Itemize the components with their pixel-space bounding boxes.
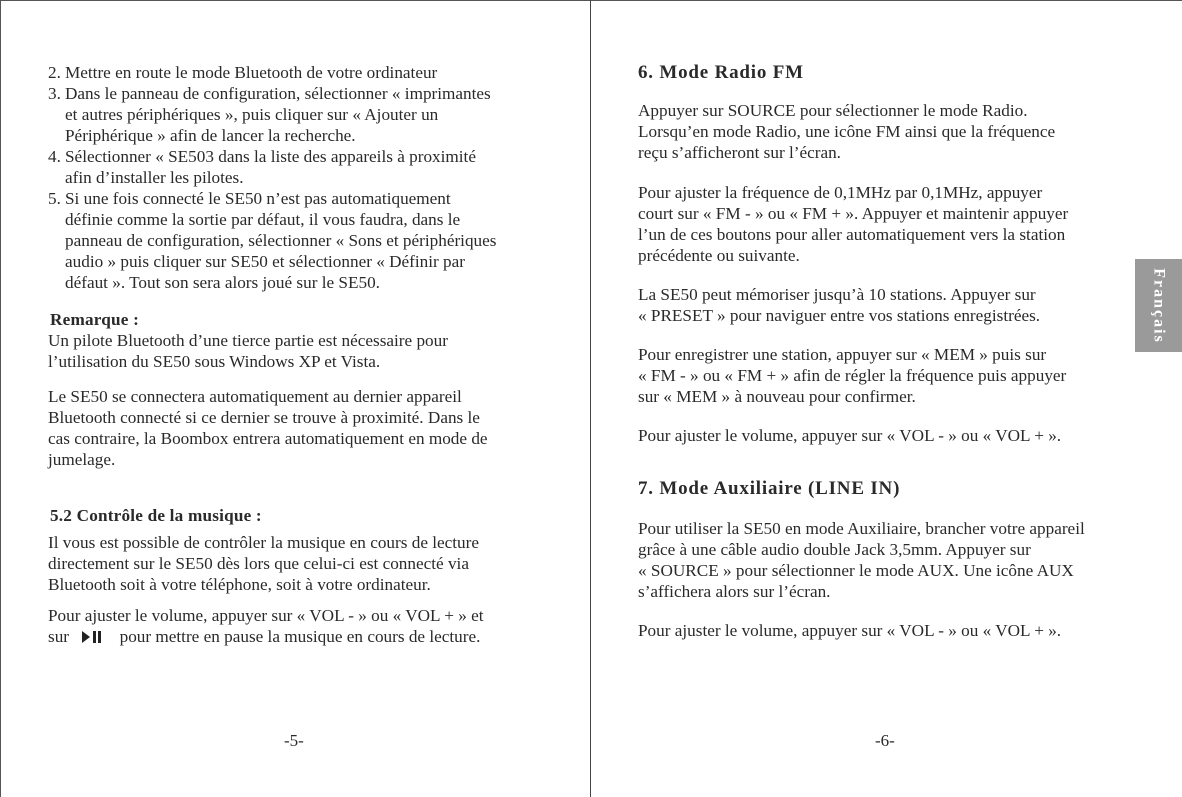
aux-paragraph: Pour utiliser la SE50 en mode Auxiliaire, brancher votre appareil grâce à une câble audio double Jack 3,5mm. Appuyer sur « SOURCE » pour sélectionner le mode AUX. Une icône AUX s’affichera alors sur l’écran.: [638, 519, 1085, 601]
step-text: Sélectionner « SE503 dans la liste des appareils à proximité afin d’installer les pilotes.: [65, 147, 476, 187]
step-item: [48, 146, 568, 188]
music-control-title: 5.2 Contrôle de la musique :: [50, 506, 262, 525]
radio-paragraph: Pour ajuster la fréquence de 0,1MHz par 0,1MHz, appuyer court sur « FM - » ou « FM + ». Appuyer et maintenir appuyer l’un de ces boutons pour aller automatiquement vers la station précédente ou suivante.: [638, 183, 1069, 265]
step-number: 3.: [48, 84, 61, 103]
language-tab-label: Français: [1150, 267, 1167, 344]
left-page: [0, 0, 590, 797]
step-item: [48, 188, 568, 293]
step-text: Si une fois connecté le SE50 n’est pas automatiquement définie comme la sortie par défaut, il vous faudra, dans le panneau de configuration, sélectionner « Sons et périphériques audio » puis cliquer sur SE50 et sélectionner « Définir par défaut ». Tout son sera alors joué sur le SE50.: [65, 189, 497, 292]
step-number: 5.: [48, 189, 61, 208]
pause-line-suffix: pour mettre en pause la musique en cours de lecture.: [119, 627, 481, 646]
radio-paragraph: Appuyer sur SOURCE pour sélectionner le mode Radio. Lorsqu’en mode Radio, une icône FM ainsi que la fréquence reçu s’afficheront sur l’écran.: [638, 101, 1056, 162]
pause-line: [48, 626, 568, 649]
language-tab: [1135, 259, 1182, 352]
step-item: [48, 83, 568, 146]
bluetooth-steps-list: [48, 62, 568, 293]
radio-paragraph: La SE50 peut mémoriser jusqu’à 10 stations. Appuyer sur « PRESET » pour naviguer entre vos stations enregistrées.: [638, 285, 1041, 325]
remark-text: Un pilote Bluetooth d’une tierce partie est nécessaire pour l’utilisation du SE50 sous Windows XP et Vista.: [48, 331, 448, 371]
step-item: [48, 62, 568, 83]
aux-section-title: 7. Mode Auxiliaire (LINE IN): [638, 478, 901, 499]
remark-title: Remarque :: [50, 310, 140, 329]
radio-paragraph: Pour enregistrer une station, appuyer sur « MEM » puis sur « FM - » ou « FM + » afin de régler la fréquence puis appuyer sur « MEM » à nouveau pour confirmer.: [638, 345, 1067, 406]
music-control-text: Il vous est possible de contrôler la musique en cours de lecture directement sur le SE50 dès lors que celui-ci est connecté via Bluetooth soit à votre téléphone, soit à votre ordinateur.: [48, 533, 479, 594]
step-text: Dans le panneau de configuration, sélectionner « imprimantes et autres périphériques », puis cliquer sur « Ajouter un Périphérique » afin de lancer la recherche.: [65, 84, 491, 145]
auto-connect-text: Le SE50 se connectera automatiquement au dernier appareil Bluetooth connecté si ce dernier se trouve à proximité. Dans le cas contraire, la Boombox entrera automatiquement en mode de jumelage.: [48, 387, 488, 469]
volume-instructions: [48, 605, 568, 649]
volume-line: Pour ajuster le volume, appuyer sur « VOL - » ou « VOL + » et: [48, 606, 484, 625]
radio-section-title: 6. Mode Radio FM: [638, 62, 804, 83]
step-text: Mettre en route le mode Bluetooth de votre ordinateur: [65, 63, 438, 82]
step-number: 2.: [48, 63, 61, 82]
radio-volume-text: Pour ajuster le volume, appuyer sur « VOL - » ou « VOL + ».: [638, 426, 1062, 445]
step-number: 4.: [48, 147, 61, 166]
aux-volume-text: Pour ajuster le volume, appuyer sur « VOL - » ou « VOL + ».: [638, 621, 1062, 640]
page-number: -5-: [284, 731, 304, 750]
page-number: -6-: [875, 731, 895, 750]
pause-line-prefix: sur: [48, 627, 70, 646]
play-pause-icon: [81, 628, 103, 649]
right-page: [591, 0, 1182, 797]
